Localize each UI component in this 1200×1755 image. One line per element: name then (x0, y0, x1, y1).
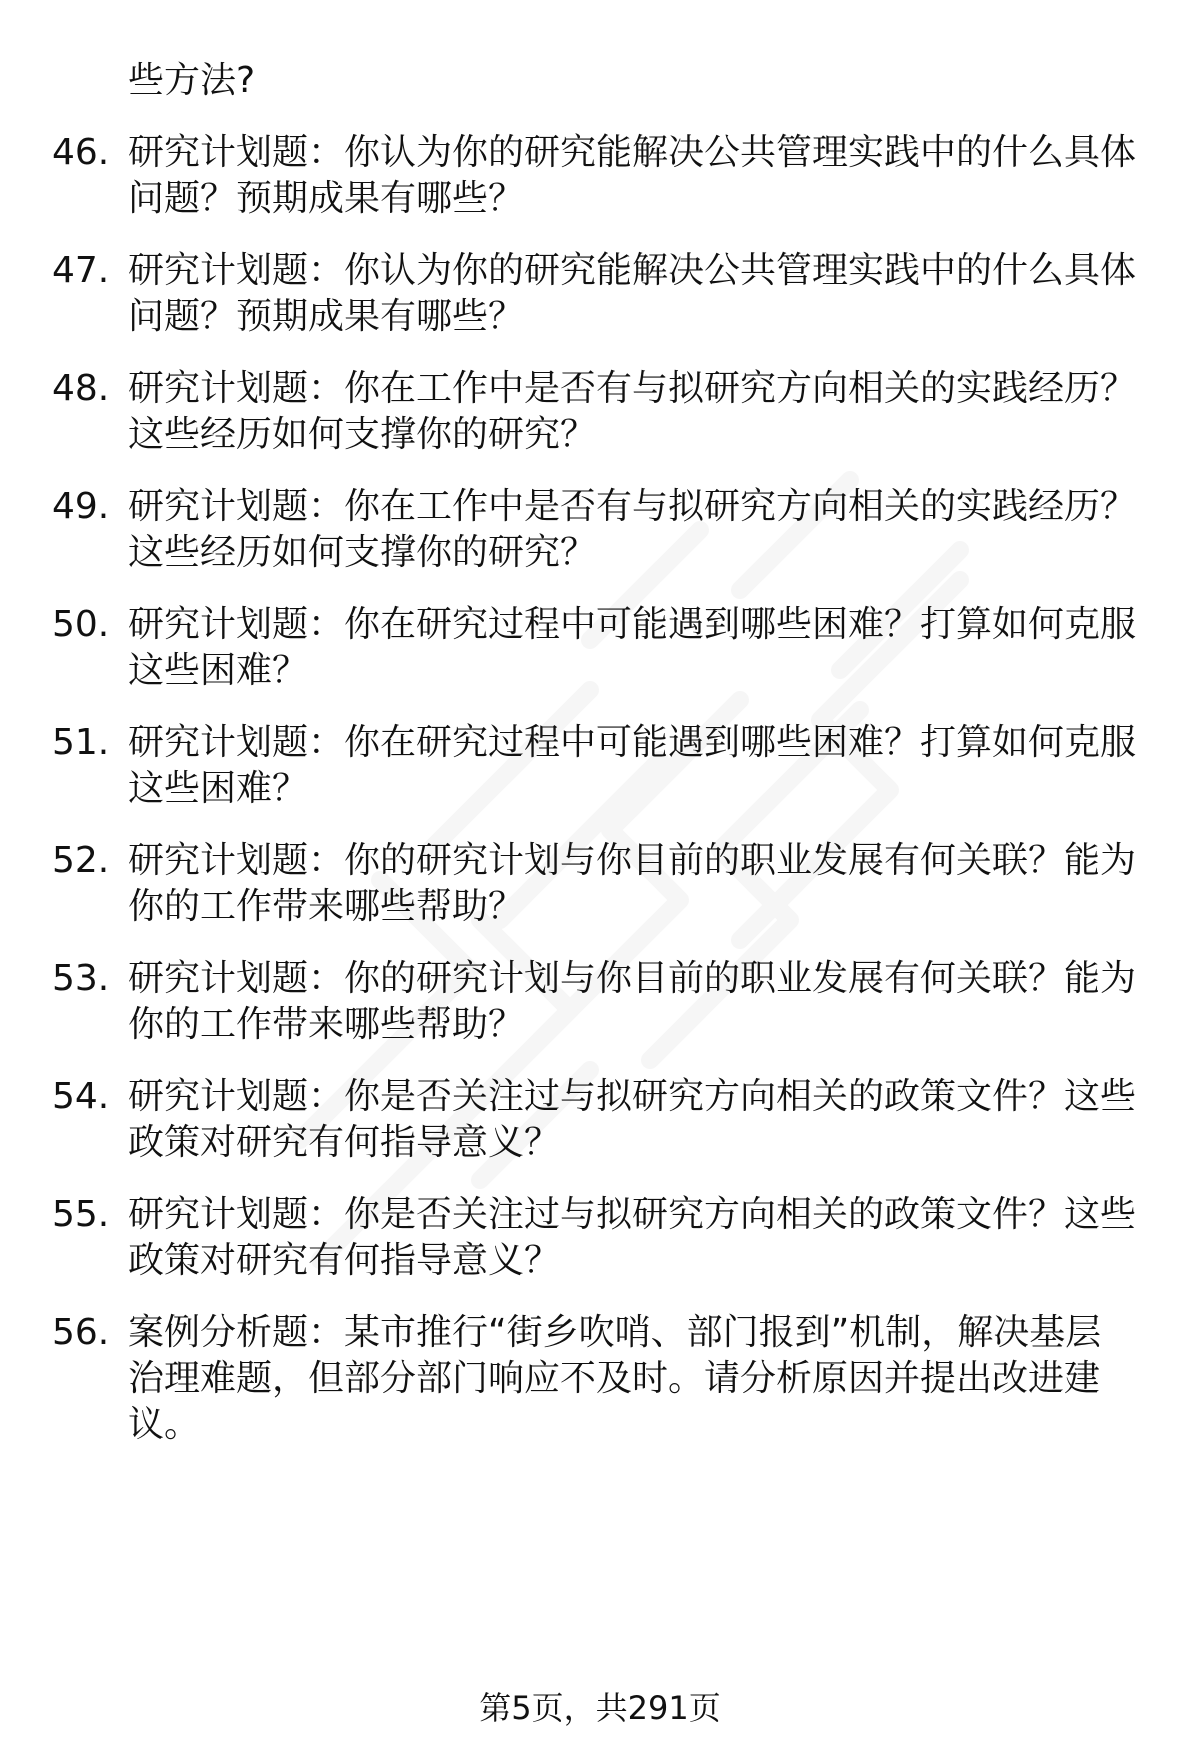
question-text-line: 问题？预期成果有哪些？ (128, 178, 525, 219)
question-number: 53. (52, 958, 110, 999)
question-text-line: 你的工作带来哪些帮助？ (128, 1004, 525, 1045)
question-text-line: 研究计划题：你认为你的研究能解决公共管理实践中的什么具体 (128, 250, 1137, 291)
question-number: 54. (52, 1076, 110, 1117)
question-text-line: 治理难题，但部分部门响应不及时。请分析原因并提出改进建 (128, 1358, 1101, 1399)
question-text-line: 研究计划题：你是否关注过与拟研究方向相关的政策文件？这些 (128, 1076, 1137, 1117)
question-number: 52. (52, 840, 110, 881)
question-number: 48. (52, 368, 110, 409)
question-text-line: 研究计划题：你在工作中是否有与拟研究方向相关的实践经历？ (128, 368, 1137, 409)
question-text-line: 研究计划题：你认为你的研究能解决公共管理实践中的什么具体 (128, 132, 1137, 173)
question-text-line: 你的工作带来哪些帮助？ (128, 886, 525, 927)
question-text-line: 案例分析题：某市推行“街乡吹哨、部门报到”机制，解决基层 (128, 1312, 1102, 1353)
question-number: 55. (52, 1194, 110, 1235)
question-text-line: 研究计划题：你在研究过程中可能遇到哪些困难？打算如何克服 (128, 722, 1137, 763)
question-text-line: 研究计划题：你是否关注过与拟研究方向相关的政策文件？这些 (128, 1194, 1137, 1235)
question-text-line: 这些困难？ (128, 768, 309, 809)
question-text-line: 研究计划题：你的研究计划与你目前的职业发展有何关联？能为 (128, 958, 1137, 999)
question-text-line: 这些困难？ (128, 650, 309, 691)
question-text-line: 研究计划题：你的研究计划与你目前的职业发展有何关联？能为 (128, 840, 1137, 881)
question-text-line: 这些经历如何支撑你的研究？ (128, 414, 597, 455)
question-text-line: 问题？预期成果有哪些？ (128, 296, 525, 337)
question-number: 51. (52, 722, 110, 763)
question-text-line: 政策对研究有何指导意义？ (128, 1240, 561, 1281)
question-text-line: 议。 (128, 1404, 201, 1445)
question-number: 49. (52, 486, 110, 527)
question-text-line: 这些经历如何支撑你的研究？ (128, 532, 597, 573)
continued-text-line: 些方法? (128, 60, 256, 101)
question-number: 56. (52, 1312, 110, 1353)
page-footer: 第5页，共291页 (479, 1689, 721, 1727)
question-text-line: 政策对研究有何指导意义？ (128, 1122, 561, 1163)
question-text-line: 研究计划题：你在工作中是否有与拟研究方向相关的实践经历？ (128, 486, 1137, 527)
question-number: 50. (52, 604, 110, 645)
question-number: 47. (52, 250, 110, 291)
question-text-line: 研究计划题：你在研究过程中可能遇到哪些困难？打算如何克服 (128, 604, 1137, 645)
question-number: 46. (52, 132, 110, 173)
